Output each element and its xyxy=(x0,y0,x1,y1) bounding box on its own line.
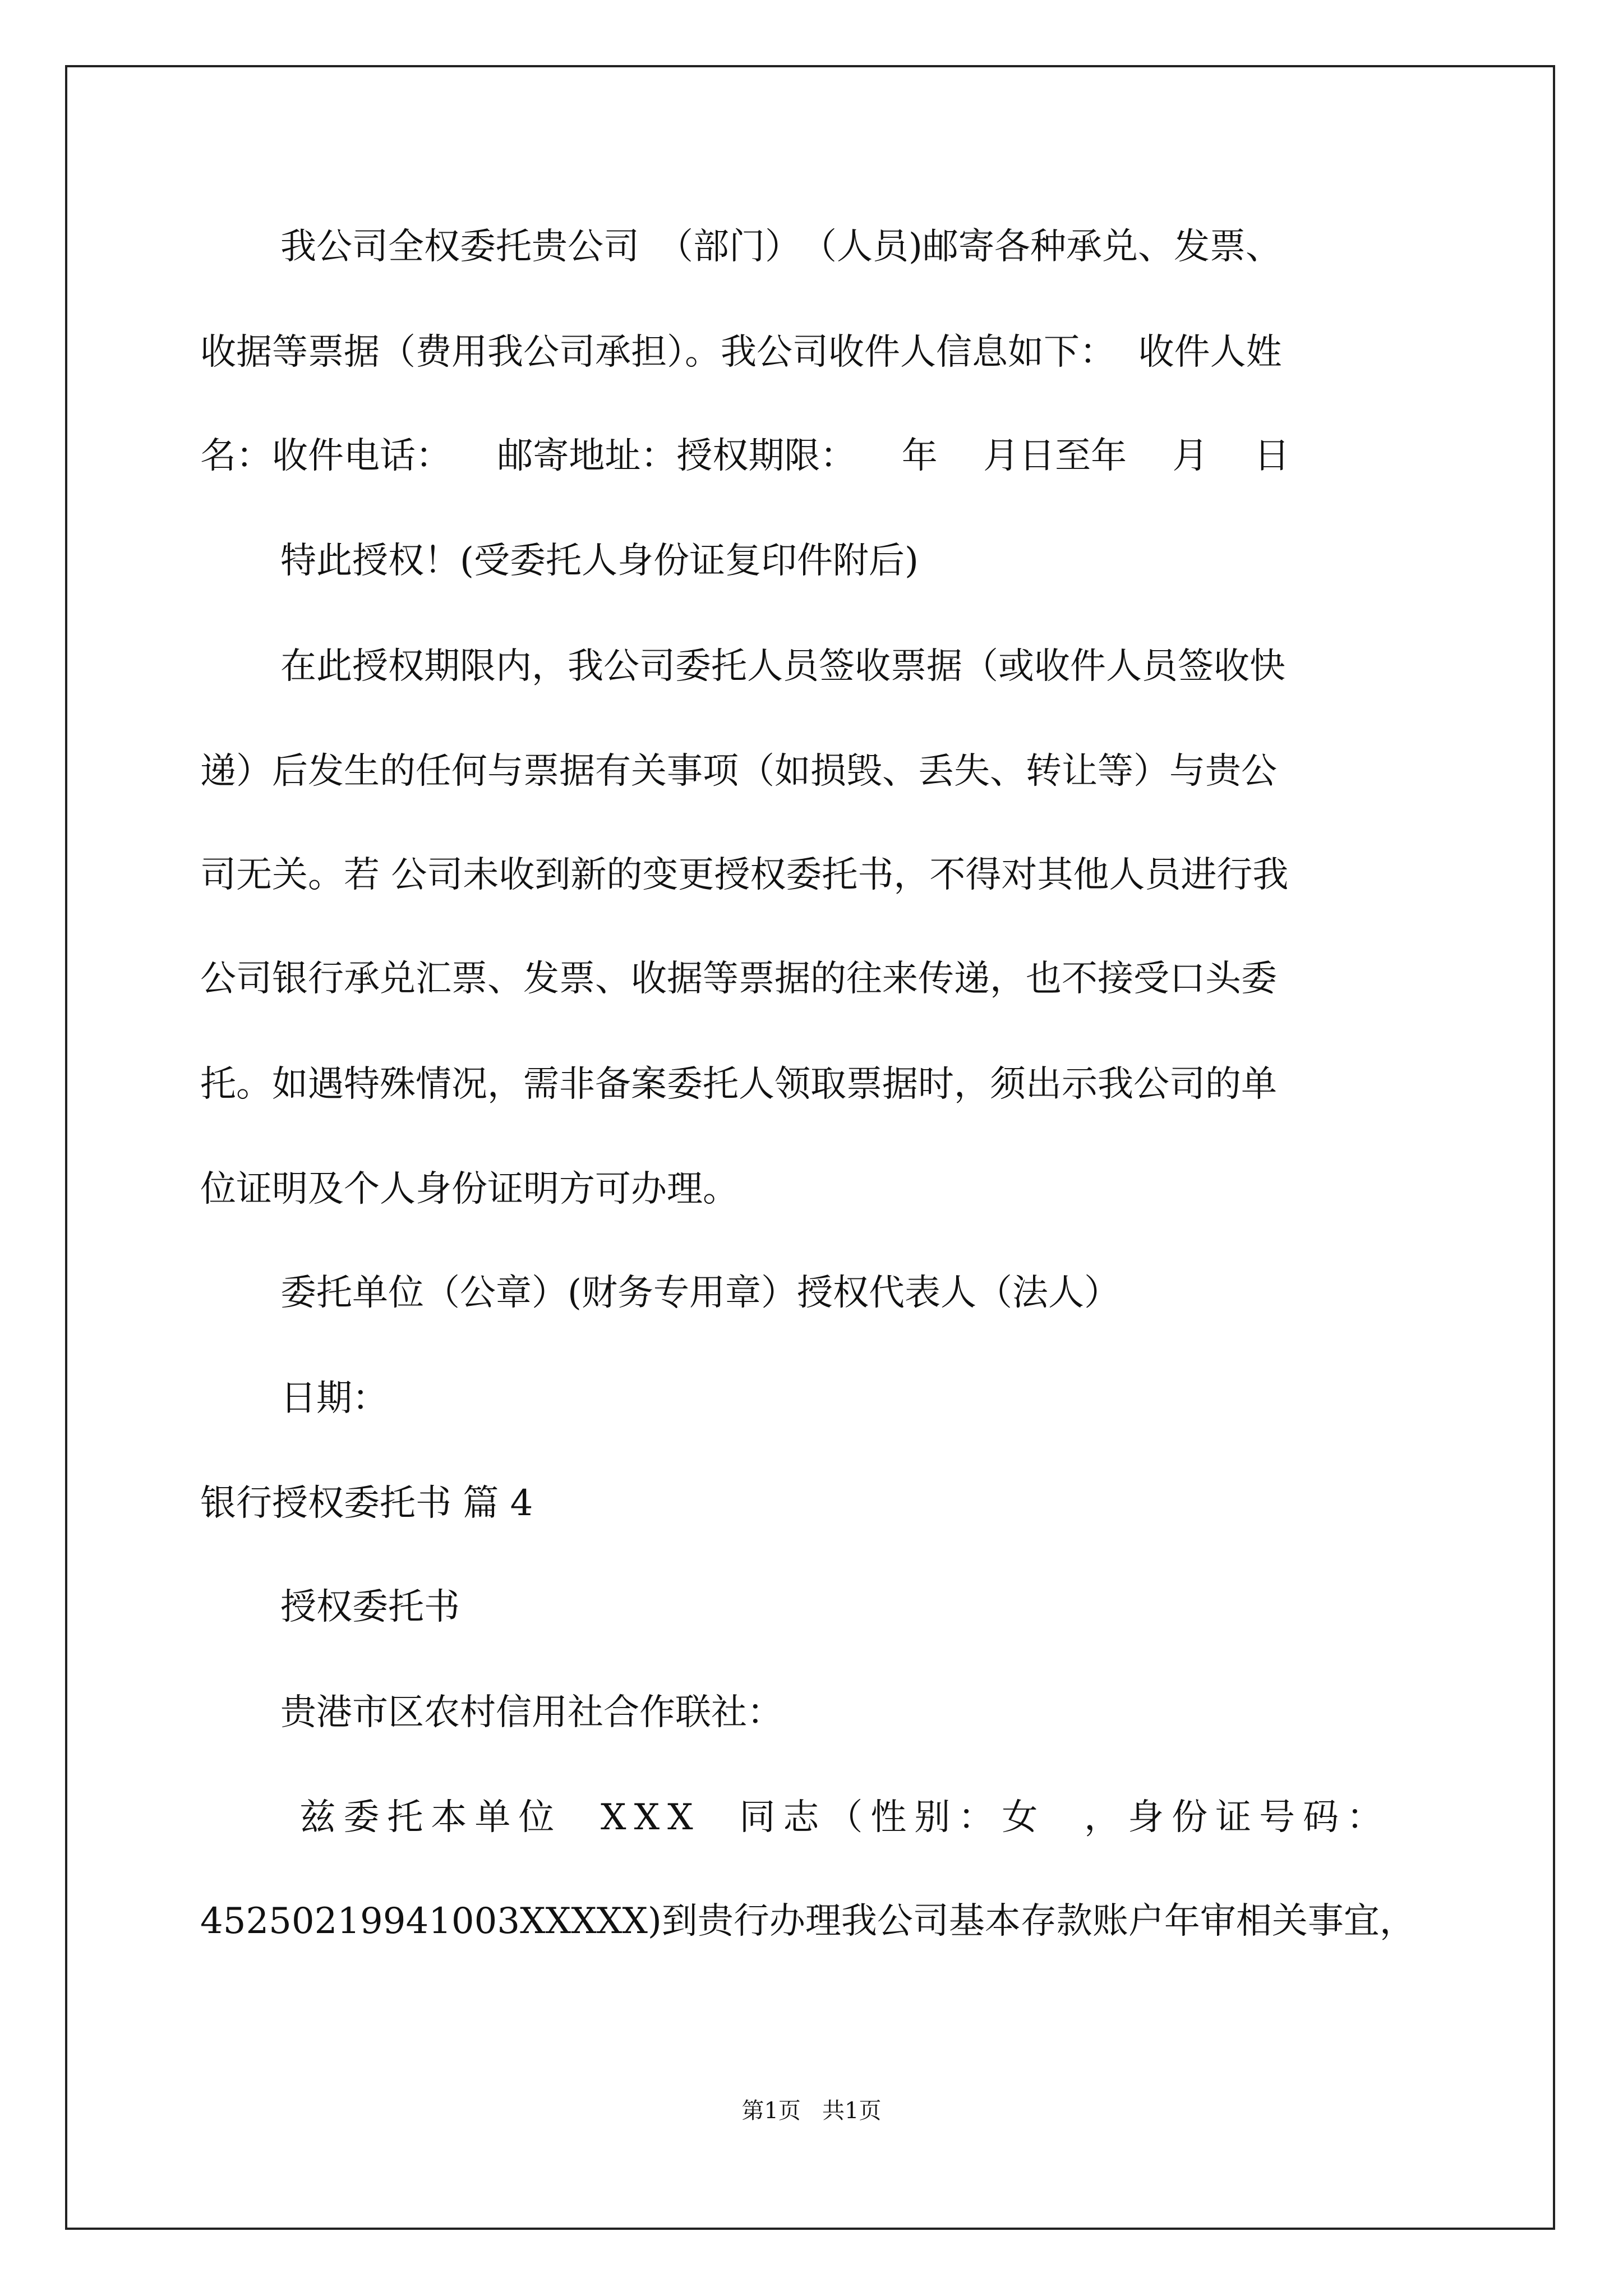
body-line-5: 在此授权期限内，我公司委托人员签收票据（或收件人员签收快 xyxy=(280,646,1285,687)
body-line-17: 45250219941003XXXXX)到贵行办理我公司基本存款账户年审相关事宜， xyxy=(200,1901,1415,1942)
body-line-2: 收据等票据（费用我公司承担）。我公司收件人信息如下： 收件人姓 xyxy=(200,332,1282,373)
body-line-7: 司无关。若 公司未收到新的变更授权委托书，不得对其他人员进行我 xyxy=(200,854,1289,896)
body-line-16: 兹委托本单位 XXX 同志（性别：女 ，身份证号码： xyxy=(280,1797,1391,1838)
date-label: 日期： xyxy=(280,1378,388,1419)
body-line-11: 委托单位（公章）(财务专用章）授权代表人（法人） xyxy=(280,1272,1120,1314)
section-heading: 银行授权委托书 篇 4 xyxy=(200,1483,533,1524)
document-title: 授权委托书 xyxy=(280,1586,460,1628)
body-line-10: 位证明及个人身份证明方可办理。 xyxy=(200,1168,739,1210)
body-line-4: 特此授权！(受委托人身份证复印件附后) xyxy=(280,540,919,582)
page-number-footer: 第1页 共1页 xyxy=(741,2098,882,2124)
addressee-line: 贵港市区农村信用社合作联社： xyxy=(280,1692,783,1733)
body-line-6: 递）后发生的任何与票据有关事项（如损毁、丢失、转让等）与贵公 xyxy=(200,751,1277,792)
body-line-1: 我公司全权委托贵公司 （部门） （人员)邮寄各种承兑、发票、 xyxy=(280,226,1281,268)
body-line-3: 名：收件电话： 邮寄地址：授权期限： 年 月日至年 月 日 xyxy=(200,435,1290,477)
body-line-9: 托。如遇特殊情况，需非备案委托人领取票据时，须出示我公司的单 xyxy=(200,1064,1277,1105)
body-line-8: 公司银行承兑汇票、发票、收据等票据的往来传递，也不接受口头委 xyxy=(200,958,1277,1000)
